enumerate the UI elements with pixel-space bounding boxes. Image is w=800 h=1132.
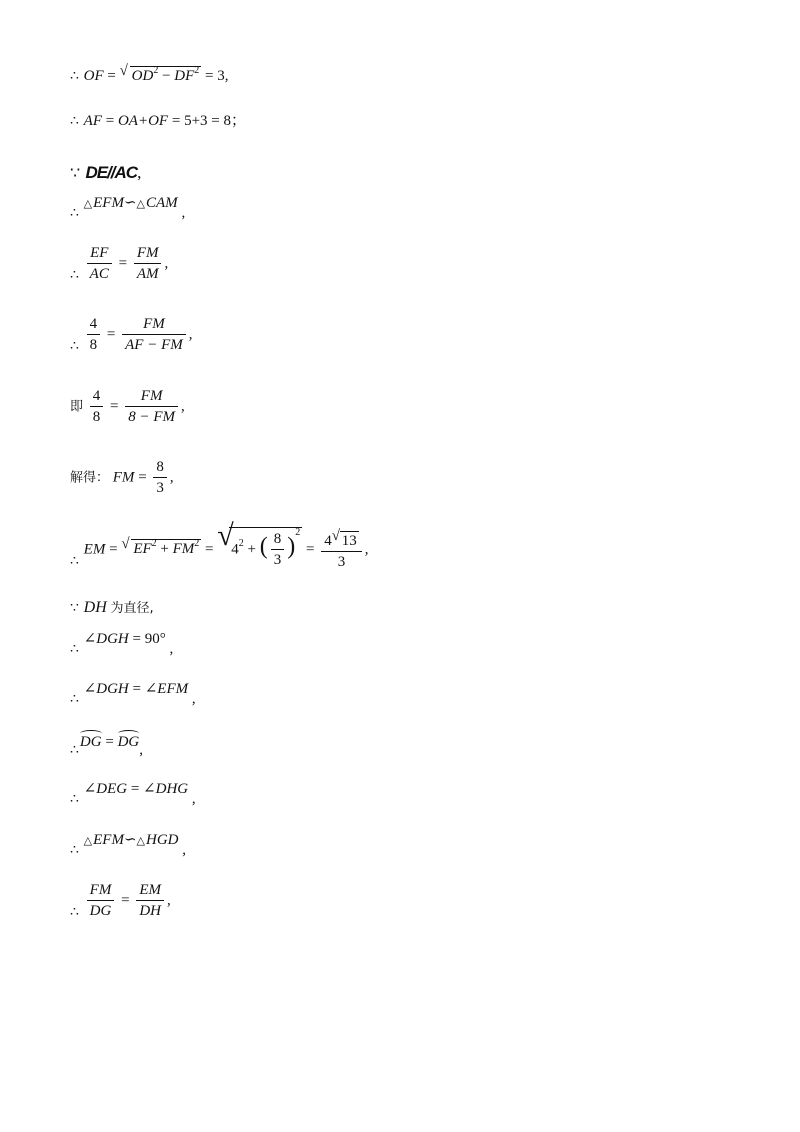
punctuation: , — [364, 541, 369, 558]
numerator: 4 — [89, 316, 98, 332]
math-term: DHG — [155, 781, 189, 797]
math-term: DH — [83, 599, 107, 616]
exponent: 2 — [194, 65, 200, 76]
math-term: DEG — [96, 781, 128, 797]
step-angle-dgh-efm — [70, 681, 196, 707]
equals-sign: = — [107, 68, 116, 84]
equals-sign: = — [118, 255, 128, 272]
punctuation: , — [137, 163, 142, 182]
minus-sign: − — [162, 68, 171, 84]
numerator: FM — [89, 882, 112, 898]
step-em-value — [70, 519, 369, 570]
fraction — [125, 389, 178, 425]
equals-sign: = — [130, 781, 140, 797]
punctuation: , — [181, 205, 186, 221]
numerator: EF — [90, 245, 109, 261]
denominator: AF − FM — [122, 334, 186, 353]
punctuation: , — [224, 68, 229, 84]
angle-icon: ∠ — [83, 631, 97, 647]
math-expression: OA+OF — [117, 113, 169, 129]
arc-term: DG — [117, 734, 140, 750]
punctuation: , — [149, 601, 154, 616]
punctuation: , — [181, 398, 185, 415]
math-expression: 5+3 — [184, 113, 208, 129]
step-similar-efm-hgd — [70, 832, 187, 858]
equals-sign: = — [211, 113, 220, 129]
numerator: 4 — [92, 388, 101, 404]
math-term: OD — [131, 68, 154, 84]
equals-sign: = — [305, 541, 315, 558]
square-root — [119, 63, 202, 84]
fraction — [134, 246, 162, 282]
step-angle-dgh-90 — [70, 631, 174, 657]
fraction — [90, 389, 104, 425]
numerator: 8 — [156, 459, 164, 475]
numerator: FM — [136, 245, 159, 261]
denominator: 3 — [271, 549, 285, 568]
math-term: DGH — [96, 631, 129, 647]
equals-sign: = — [105, 113, 115, 129]
step-af-equals-8 — [70, 114, 246, 129]
radical-sign: √ — [119, 63, 128, 79]
numerator: 8 — [273, 531, 282, 547]
therefore-symbol: ∴ — [70, 553, 79, 570]
label-solved: 解得： — [70, 470, 110, 486]
plus-sign: + — [160, 541, 169, 558]
math-term: EM — [83, 541, 106, 558]
triangle-icon: △ — [136, 835, 146, 847]
math-term: OF — [83, 68, 104, 84]
denominator: DG — [87, 900, 115, 919]
numerator: FM — [143, 316, 165, 332]
math-term: EFM — [93, 195, 124, 211]
denominator: AM — [134, 263, 162, 282]
math-term: FM — [112, 469, 135, 486]
square-root: √ $4^2$ + ( $\frac{8}{3}$ )$^2$ — [217, 519, 301, 568]
denominator: DH — [136, 900, 164, 919]
equals-sign: = — [132, 681, 141, 697]
fraction — [153, 460, 167, 496]
exponent: 2 — [194, 538, 200, 550]
math-term: EF — [133, 541, 152, 558]
math-term: DGH — [96, 681, 129, 697]
denominator: 3 — [153, 477, 167, 496]
numerator: 4 — [324, 532, 332, 549]
step-angle-deg-dhg — [70, 781, 196, 807]
math-term: HGD — [146, 832, 179, 848]
radical-sign: √ — [217, 519, 234, 552]
punctuation: , — [169, 641, 174, 657]
exponent: 2 — [153, 65, 159, 76]
punctuation: , — [191, 791, 196, 807]
equals-sign: = — [205, 68, 214, 84]
math-term: 4 — [231, 541, 239, 558]
radical-sign: √ — [331, 527, 340, 544]
step-ratio-4-8 — [70, 317, 193, 353]
equals-sign: = — [138, 469, 147, 486]
label-namely: 即 — [70, 399, 84, 415]
denominator: 8 — [87, 334, 101, 353]
fraction — [87, 883, 115, 919]
equals-sign: = — [110, 398, 119, 415]
fraction — [87, 246, 112, 282]
step-similar-efm-cam — [70, 195, 186, 221]
punctuation: , — [164, 255, 169, 272]
equals-sign: = — [121, 892, 130, 909]
radicand: 13 — [341, 532, 357, 549]
therefore-symbol: ∴ — [70, 641, 79, 657]
punctuation: ； — [231, 113, 247, 129]
triangle-icon: △ — [136, 198, 146, 210]
math-term: CAM — [146, 195, 178, 211]
math-term: DF — [174, 68, 195, 84]
value: 8 — [223, 113, 231, 129]
equals-sign: = — [132, 631, 141, 647]
punctuation: , — [166, 892, 171, 909]
math-term: AF — [83, 113, 102, 129]
therefore-symbol: ∴ — [70, 267, 79, 284]
because-symbol: ∵ — [70, 163, 81, 182]
equals-sign: = — [105, 734, 114, 750]
radical-sign: √ — [121, 536, 130, 553]
equals-sign: = — [109, 541, 118, 558]
math-term: FM — [172, 541, 195, 558]
similar-sign: ∽ — [123, 832, 137, 848]
because-symbol: ∵ — [70, 600, 79, 616]
therefore-symbol: ∴ — [70, 691, 79, 707]
exponent: 2 — [238, 538, 244, 550]
equals-sign: = — [171, 113, 181, 129]
punctuation: , — [188, 326, 193, 343]
punctuation: , — [169, 469, 174, 486]
therefore-symbol: ∴ — [70, 113, 79, 129]
exponent: 2 — [151, 538, 157, 550]
fraction — [321, 527, 362, 570]
fraction — [271, 532, 285, 568]
math-term: EFM — [157, 681, 189, 697]
arc-term: DG — [79, 734, 102, 750]
angle-icon: ∠ — [143, 781, 156, 797]
fraction — [122, 317, 186, 353]
therefore-symbol: ∴ — [70, 68, 79, 84]
math-expression: DE//AC — [85, 163, 138, 182]
punctuation: , — [191, 691, 196, 707]
therefore-symbol: ∴ — [70, 338, 79, 355]
triangle-icon: △ — [83, 198, 93, 210]
similar-sign: ∽ — [123, 195, 137, 211]
fraction — [136, 883, 164, 919]
fraction — [87, 317, 101, 353]
value: 90° — [144, 631, 166, 647]
step-arc-dg — [70, 734, 143, 758]
value: 3 — [217, 68, 225, 84]
step-solve-fm — [70, 460, 174, 496]
numerator: FM — [140, 388, 163, 404]
punctuation: , — [139, 742, 143, 758]
math-term: EFM — [93, 832, 124, 848]
triangle-icon: △ — [83, 835, 93, 847]
step-dh-diameter — [70, 600, 154, 616]
angle-icon: ∠ — [83, 681, 97, 697]
therefore-symbol: ∴ — [70, 742, 79, 758]
diameter-label: 为直径 — [110, 601, 150, 616]
numerator: EM — [139, 882, 161, 898]
equals-sign: = — [106, 326, 116, 343]
square-root — [331, 527, 359, 549]
punctuation: , — [182, 842, 187, 858]
step-de-parallel-ac — [70, 164, 141, 181]
exponent: 2 — [295, 527, 301, 539]
denominator: 8 − FM — [125, 406, 178, 425]
denominator: AC — [87, 263, 112, 282]
equals-sign: = — [205, 541, 214, 558]
angle-icon: ∠ — [83, 781, 97, 797]
denominator: 3 — [321, 551, 362, 570]
therefore-symbol: ∴ — [70, 791, 79, 807]
angle-icon: ∠ — [144, 681, 158, 697]
therefore-symbol: ∴ — [70, 904, 79, 921]
step-namely — [70, 389, 185, 425]
denominator: 8 — [90, 406, 104, 425]
therefore-symbol: ∴ — [70, 205, 79, 221]
therefore-symbol: ∴ — [70, 842, 79, 858]
square-root — [121, 536, 201, 558]
step-of-equals-3 — [70, 63, 229, 84]
step-ratio-ef-ac — [70, 246, 168, 282]
step-ratio-fm-dg — [70, 883, 171, 919]
